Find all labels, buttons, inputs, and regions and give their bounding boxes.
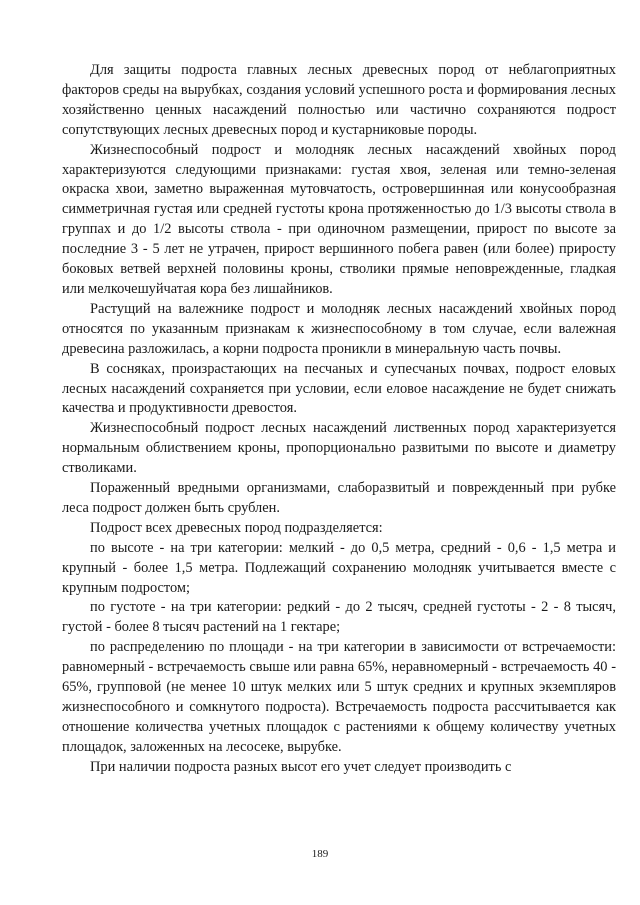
paragraph: Жизнеспособный подрост и молодняк лесных насаждений хвойных пород характеризуются следующими признаками: густая хвоя, зеленая или темно-зеленая окраска хвои, заметно выраженная мутовчатость, островершинная или конусообразная симметричная густая или средней густоты крона протяженностью до 1/3 высоты ствола в группах и до 1/2 высоты ствола - при одиночном размещении, прирост по высоте за последние 3 - 5 лет не утрачен, прирост вершинного побега равен (или более) приросту боковых ветвей верхней половины кроны, стволики прямые неповрежденные, гладкая или мелкочешуйчатая кора без лишайников. (62, 141, 616, 297)
paragraph: по высоте - на три категории: мелкий - до 0,5 метра, средний - 0,6 - 1,5 метра и крупный - более 1,5 метра. Подлежащий сохранению молодняк учитывается вместе с крупным подростом; (62, 539, 616, 596)
paragraph: Для защиты подроста главных лесных древесных пород от неблагоприятных факторов среды на вырубках, создания условий успешного роста и формирования лесных хозяйственно ценных насаждений полностью или частично сохраняются подрост сопутствующих лесных древесных пород и кустарниковые породы. (62, 62, 616, 138)
body-text (62, 61, 616, 778)
paragraph: Жизнеспособный подрост лесных насаждений лиственных пород характеризуется нормальным облиствением кроны, пропорционально развитыми по высоте и диаметру стволиками. (62, 420, 616, 477)
paragraph: по распределению по площади - на три категории в зависимости от встречаемости: равномерный - встречаемость свыше или равна 65%, неравномерный - встречаемость 40 - 65%, групповой (не менее 10 штук мелких или 5 штук средних и крупных экземпляров жизнеспособного и сомкнутого подроста). Встречаемость подроста рассчитывается как отношение количества учетных площадок с растениями к общему количеству учетных площадок, заложенных на лесосеке, вырубке. (62, 639, 616, 755)
paragraph: по густоте - на три категории: редкий - до 2 тысяч, средней густоты - 2 - 8 тысяч, густой - более 8 тысяч растений на 1 гектаре; (62, 599, 616, 636)
page-number: 189 (311, 848, 329, 860)
paragraph-continued: При наличии подроста разных высот его учет следует производить с (90, 758, 512, 775)
paragraph: Подрост всех древесных пород подразделяется: (90, 519, 383, 536)
paragraph: В сосняках, произрастающих на песчаных и супесчаных почвах, подрост еловых лесных насаждений сохраняется при условии, если еловое насаждение не будет снижать качества и продуктивности древостоя. (62, 360, 616, 417)
paragraph: Растущий на валежнике подрост и молодняк лесных насаждений хвойных пород относятся по указанным признакам к жизнеспособному в том случае, если валежная древесина разложилась, а корни подроста проникли в минеральную часть почвы. (62, 300, 616, 357)
paragraph: Пораженный вредными организмами, слаборазвитый и поврежденный при рубке леса подрост должен быть срублен. (62, 480, 616, 516)
